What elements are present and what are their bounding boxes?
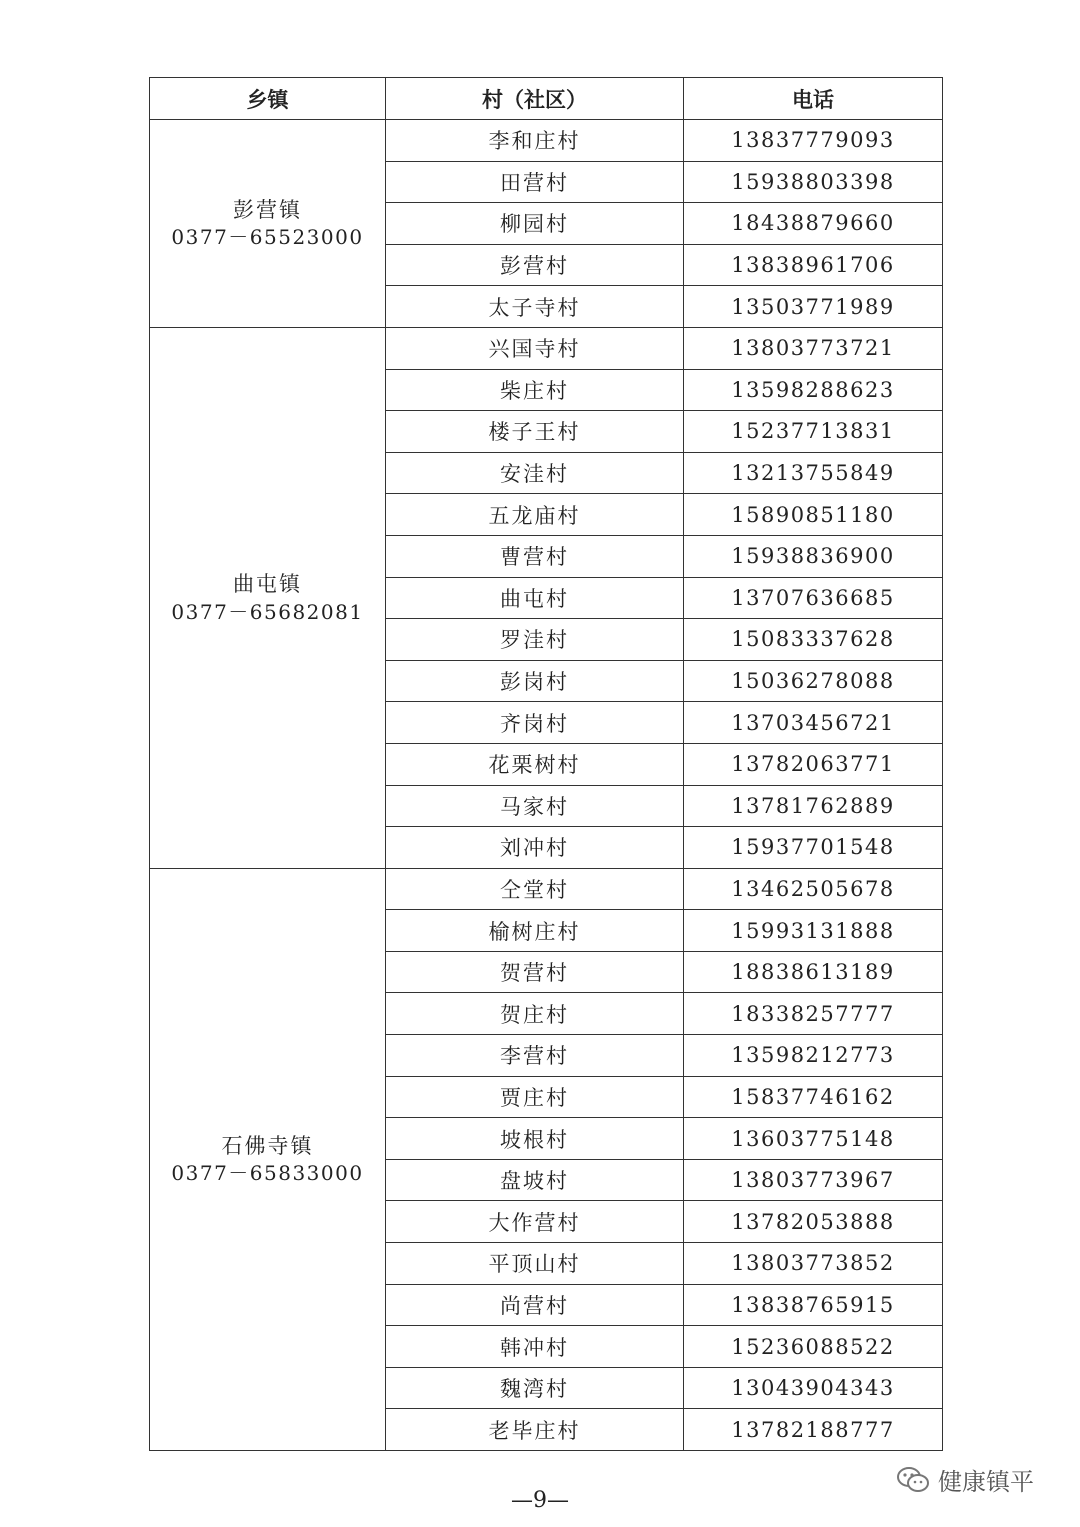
phone-cell: 13598212773	[684, 1035, 943, 1077]
village-cell: 田营村	[386, 161, 684, 203]
town-cell	[150, 120, 386, 328]
town-phone: 0377－65523000	[171, 225, 364, 250]
village-cell: 太子寺村	[386, 286, 684, 328]
village-cell: 齐岗村	[386, 702, 684, 744]
village-cell: 贾庄村	[386, 1076, 684, 1118]
village-cell: 魏湾村	[386, 1367, 684, 1409]
header-phone: 电话	[684, 78, 943, 120]
village-cell: 坡根村	[386, 1118, 684, 1160]
phone-cell: 15237713831	[684, 411, 943, 453]
village-cell: 柳园村	[386, 203, 684, 245]
phone-cell: 15083337628	[684, 619, 943, 661]
village-cell: 兴国寺村	[386, 327, 684, 369]
header-village: 村（社区）	[386, 78, 684, 120]
village-cell: 尚营村	[386, 1284, 684, 1326]
header-town: 乡镇	[150, 78, 386, 120]
phone-cell: 15890851180	[684, 494, 943, 536]
town-cell	[150, 327, 386, 868]
phone-cell: 15036278088	[684, 660, 943, 702]
phone-cell: 13603775148	[684, 1118, 943, 1160]
phone-cell: 13213755849	[684, 452, 943, 494]
table-row	[150, 327, 943, 369]
phone-cell: 13782063771	[684, 743, 943, 785]
village-cell: 李营村	[386, 1035, 684, 1077]
village-cell: 李和庄村	[386, 120, 684, 162]
town-phone: 0377－65682081	[171, 599, 364, 624]
village-cell: 曲屯村	[386, 577, 684, 619]
table-row	[150, 868, 943, 910]
table-header-row	[150, 78, 943, 120]
village-cell: 刘冲村	[386, 827, 684, 869]
phone-cell: 13781762889	[684, 785, 943, 827]
village-cell: 榆树庄村	[386, 910, 684, 952]
town-name: 石佛寺镇	[221, 1133, 314, 1158]
table-row	[150, 120, 943, 162]
village-cell: 柴庄村	[386, 369, 684, 411]
phone-cell: 13503771989	[684, 286, 943, 328]
phone-cell: 18338257777	[684, 993, 943, 1035]
town-name: 彭营镇	[233, 197, 302, 222]
village-cell: 曹营村	[386, 535, 684, 577]
town-name: 曲屯镇	[233, 572, 302, 597]
phone-cell: 13837779093	[684, 120, 943, 162]
phone-cell: 15993131888	[684, 910, 943, 952]
village-cell: 贺营村	[386, 951, 684, 993]
village-cell: 韩冲村	[386, 1326, 684, 1368]
phone-cell: 13707636685	[684, 577, 943, 619]
village-cell: 楼子王村	[386, 411, 684, 453]
village-cell: 仝堂村	[386, 868, 684, 910]
village-cell: 盘坡村	[386, 1159, 684, 1201]
village-cell: 平顶山村	[386, 1243, 684, 1285]
village-cell: 罗洼村	[386, 619, 684, 661]
watermark	[896, 1462, 1034, 1497]
phone-cell: 15837746162	[684, 1076, 943, 1118]
phone-cell: 13838961706	[684, 244, 943, 286]
phone-cell: 13703456721	[684, 702, 943, 744]
page-number: —9—	[511, 1488, 569, 1513]
village-cell: 彭岗村	[386, 660, 684, 702]
town-cell	[150, 868, 386, 1450]
phone-cell: 13043904343	[684, 1367, 943, 1409]
contacts-table	[149, 77, 943, 1451]
phone-cell: 13803773721	[684, 327, 943, 369]
village-cell: 大作营村	[386, 1201, 684, 1243]
village-cell: 马家村	[386, 785, 684, 827]
phone-cell: 13598288623	[684, 369, 943, 411]
phone-cell: 18438879660	[684, 203, 943, 245]
phone-cell: 18838613189	[684, 951, 943, 993]
phone-cell: 15938836900	[684, 535, 943, 577]
phone-cell: 13803773852	[684, 1243, 943, 1285]
phone-cell: 15236088522	[684, 1326, 943, 1368]
village-cell: 安洼村	[386, 452, 684, 494]
phone-cell: 13782053888	[684, 1201, 943, 1243]
village-cell: 五龙庙村	[386, 494, 684, 536]
wechat-icon	[896, 1465, 930, 1495]
phone-cell: 13462505678	[684, 868, 943, 910]
watermark-text: 健康镇平	[938, 1468, 1034, 1496]
phone-cell: 15937701548	[684, 827, 943, 869]
phone-cell: 13803773967	[684, 1159, 943, 1201]
phone-cell: 13782188777	[684, 1409, 943, 1451]
phone-cell: 13838765915	[684, 1284, 943, 1326]
village-cell: 花栗树村	[386, 743, 684, 785]
village-cell: 贺庄村	[386, 993, 684, 1035]
village-cell: 彭营村	[386, 244, 684, 286]
phone-cell: 15938803398	[684, 161, 943, 203]
town-phone: 0377－65833000	[171, 1161, 364, 1186]
village-cell: 老毕庄村	[386, 1409, 684, 1451]
table-body	[150, 120, 943, 1451]
